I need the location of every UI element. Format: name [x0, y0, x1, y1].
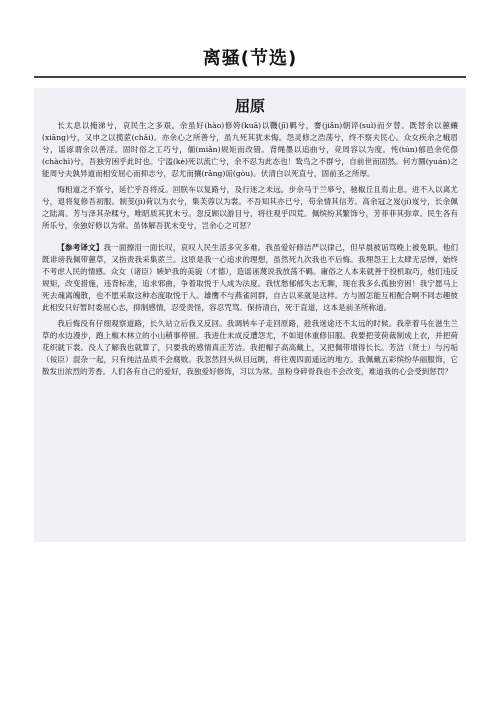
translation-paragraph-2: 我后悔没有仔细观察道路，长久站立后我又反回。我调转车子走回原路，趁我迷途还不太远的时候。我牵着马在滋生兰草的水边漫步，跑上椒木林立的小山稍事停留。我进仕未成反遭怨尤，不如退休重修旧服。我要把芰荷裁制成上衣，并把荷花织就下裳。没人了解我也就算了，只要我的感情真正芳洁。我把帽子高高戴上，又把佩带增得长长。芳洁（贤士）与污垢（佞臣）混杂一起，只有纯洁品质不会腐败。我忽然回头纵目远眺，将往观四面遥远的地方。我佩戴五彩缤纷华丽服饰，它散发出浓烈的芳香。人们各有自己的爱好，我独爱好修饰，习以为常。虽粉身碎骨我也不会改变，难道我的心会受到惩罚？	[42, 319, 458, 376]
original-paragraph-2: 悔相道之不察兮，延伫乎吾将反。回朕车以复路兮，及行迷之未远。步余马于兰皋兮，驰椒丘且焉止息。进不入以离尤兮，退将复修吾初服。制芰(jì)荷以为衣兮，集芙蓉以为裳。不吾知其亦已兮，苟余情其信芳。高余冠之岌(jí)岌兮，长余佩之陆离。芳与泽其杂糅兮，唯昭质其犹未亏。忽反顾以游目兮，将往观乎四荒。佩缤纷其繁饰兮，芳菲菲其弥章。民生各有所乐兮，余独好修以为常。虽体解吾犹未变兮，岂余心之可惩？	[42, 185, 458, 230]
author-heading: 屈原	[234, 97, 265, 115]
title-bar	[34, 44, 466, 78]
title-underline	[34, 76, 466, 78]
translation-heading: 【参考译文】	[57, 243, 104, 252]
translation-paragraph-1	[42, 242, 458, 314]
translation-text-1: 我一面擦泪一面长叹，哀叹人民生活多灾多难。我虽爱好修洁严以律己，但早晨被诟骂晚上被免职。他们既诽谤我佩带蕙草，又指责我采集茝兰。这原是我一心追求的理想，虽然死九次我也不后悔。我埋怨王上太肆无忌惮，始终不考虑人民的情感。众女（诸臣）嫉妒我的美貌（才德），造谣诬蔑说我放荡不羁。庸俗之人本来就善于投机取巧，他们违反规矩，改变措施，违背标准，追求邪曲，争着取悦于人成为法度。我忧愁郁郁失志无聊，现在我多么孤独穷困！我宁愿马上死去魂离魄散，也不愿采取这种态度取悦于人。雄鹰不与燕雀同群，自古以来就是这样。方与圆怎能互相配合啊不同志趣彼此相安只好暂时委屈心志，抑制感情，忍受责怪，容忍咒骂。保持清白，死于直道，这本是前圣所称道。	[42, 243, 458, 312]
content-panel	[34, 88, 466, 542]
original-paragraph-1: 长太息以掩涕兮，哀民生之多艰。余虽好(hào)修姱(kuā)以鞿(jī)羁兮，謇(jiǎn)朝谇(suì)而夕替。既替余以蕙纕(xiāng)兮，又申之以揽茝(chǎi)。亦余心之所善兮，虽九死其犹未悔。怨灵修之浩荡兮，终不察夫民心。众女疾余之蛾眉兮，谣诼谓余以善淫。固时俗之工巧兮，偭(miǎn)规矩而改错。背绳墨以追曲兮，竞周容以为度。忳(tún)郁邑余侘傺(chàchì)兮，吾独穷困乎此时也。宁溘(kè)死以流亡兮，余不忍为此态也！鸷鸟之不群兮，自前世而固然。何方圜(yuán)之能周兮夫孰异道而相安屈心而抑志兮，忍尤而攘(rǎng)诟(gòu)。伏清白以死直兮，固前圣之所厚。	[42, 121, 458, 178]
document-title: 离骚(节选)	[202, 48, 298, 69]
